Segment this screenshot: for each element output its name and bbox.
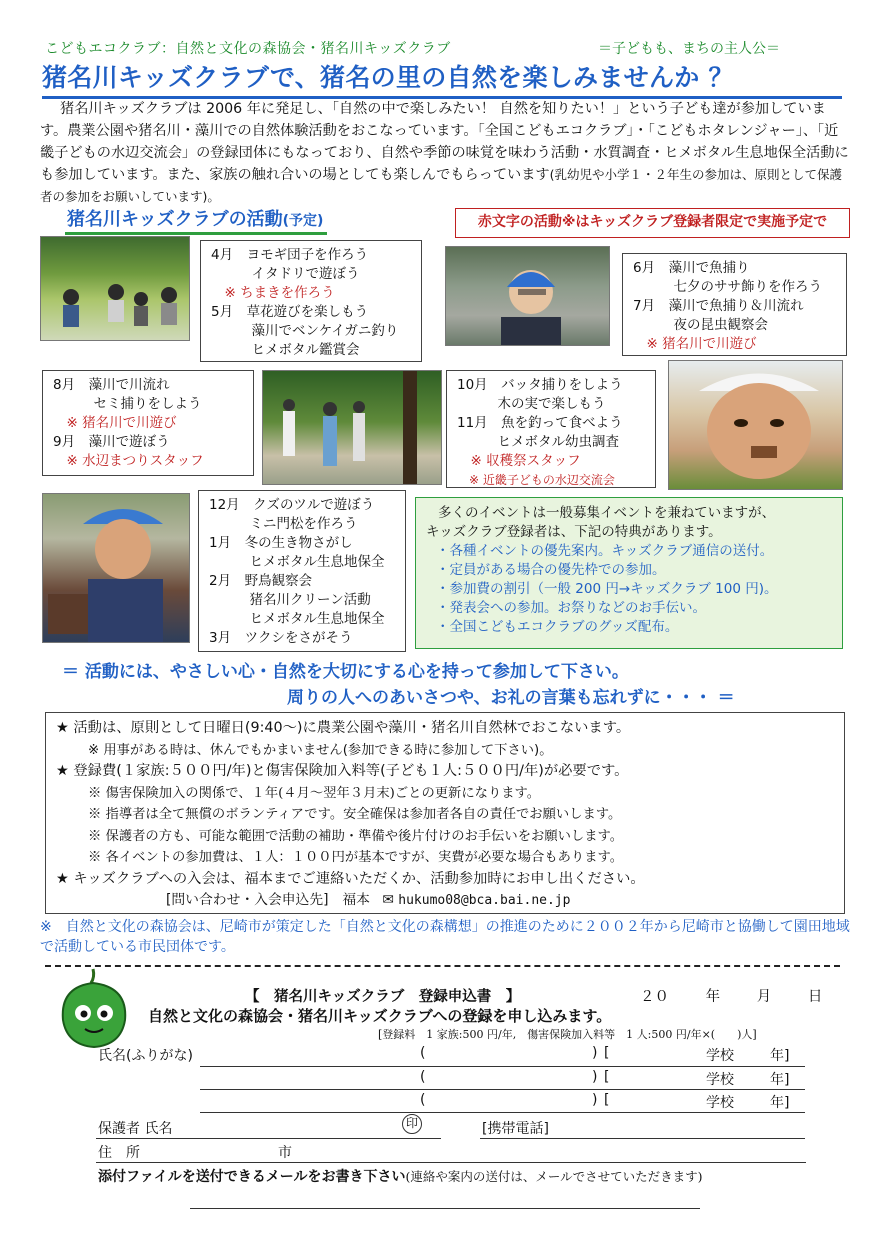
paren-close: ) [592, 1092, 598, 1108]
mascot-leaf-art [53, 965, 135, 1053]
schedule-line: 七夕のササ飾りを作ろう [633, 279, 822, 295]
seal-icon: 印 [402, 1114, 422, 1134]
schedule-line-members-only: ※ 収穫祭スタッフ [457, 453, 581, 469]
city-label: 市 [278, 1145, 292, 1161]
red-activities-note: 赤文字の活動※はキッズクラブ登録者限定で実施予定で [455, 208, 850, 238]
school-label: 学校 [706, 1072, 734, 1088]
schedule-line: 8月 藻川で川流れ [53, 377, 170, 393]
name-field-3[interactable] [200, 1112, 805, 1113]
schedule-line: 3月 ツクシをさがそう [209, 630, 353, 646]
rule-note: ※ 各イベントの参加費は、１人：１００円が基本ですが、実費が必要な場合もあります。 [88, 850, 624, 865]
schedule-jun-jul [622, 253, 847, 356]
schedule-line-members-only: ※ 猪名川で川遊び [633, 336, 757, 352]
schedule-line: ヒメボタル生息地保全 [209, 554, 385, 570]
photo-boy-with-helmet [445, 246, 610, 346]
contact-email[interactable]: hukumo08@bca.bai.ne.jp [398, 893, 571, 908]
schedule-line: 10月 バッタ捕りをしよう [457, 377, 623, 393]
schedule-line: ヒメボタル鑑賞会 [211, 342, 360, 358]
cut-line-divider [45, 965, 840, 967]
address-field[interactable] [96, 1162, 806, 1163]
schedule-dec-mar [198, 490, 406, 652]
form-date [640, 985, 822, 1006]
schedule-line: 木の実で楽しもう [457, 396, 606, 412]
paren-close: ) [592, 1045, 598, 1061]
member-benefits [415, 497, 843, 649]
date-month-label: 月 [756, 989, 772, 1005]
grade-label: 年] [770, 1072, 790, 1088]
rule-note: ※ 用事がある時は、休んでもかまいません(参加できる時に参加して下さい)。 [88, 742, 553, 758]
schedule-line: ヒメボタル幼虫調査 [457, 434, 619, 450]
phone-label: [携帯電話] [482, 1121, 549, 1137]
schedule-line: 12月 クズのツルで遊ぼう [209, 497, 375, 513]
benefit-item: ・各種イベントの優先案内。キッズクラブ通信の送付。 [436, 543, 774, 559]
rule-fees: ★ 登録費(１家族:５００円/年)と傷害保険加入料等(子ども１人:５００円/年)が必要です。 [56, 763, 629, 779]
club-line: こどもエコクラブ：自然と文化の森協会・猪名川キッズクラブ [45, 41, 451, 57]
form-fee-note: [登録料 1 家族:500 円/年, 傷害保険加入料等 1 人:500 円/年×( )人] [378, 1028, 757, 1041]
schedule-line: 夜の昆虫観察会 [633, 317, 768, 333]
slogan: ＝子どもも、まちの主人公＝ [598, 41, 780, 57]
date-year-label: 年 [705, 989, 721, 1005]
benefits-intro-2: キッズクラブ登録者は、下記の特典があります。 [426, 524, 722, 540]
schedule-line-members-only: ※ 猪名川で川遊び [53, 415, 177, 431]
benefit-item: ・参加費の割引（一般 200 円→キッズクラブ 100 円)。 [436, 581, 778, 597]
schedule-line: ヒメボタル生息地保全 [209, 611, 385, 627]
school-label: 学校 [706, 1095, 734, 1111]
schedule-line: イタドリで遊ぼう [211, 266, 360, 282]
email-field[interactable] [190, 1208, 700, 1209]
association-footnote: ※ 自然と文化の森協会は、尼崎市が策定した「自然と文化の森構想」の推進のために２００２年から尼崎市と協働して園田地域で活動している市民団体です。 [40, 919, 850, 955]
mascot-leaf-icon [53, 965, 135, 1053]
rule-note: ※ 保護者の方も、可能な範囲で活動の補助・準備や後片付けのお手伝いをお願いします。 [88, 828, 624, 844]
form-subtitle: 自然と文化の森協会・猪名川キッズクラブへの登録を申し込みます。 [148, 1007, 612, 1025]
schedule-line: 6月 藻川で魚捕り [633, 260, 750, 276]
photo-boy-with-helmet-art [446, 247, 610, 346]
school-label: 学校 [706, 1048, 734, 1064]
paren-open: ( [420, 1069, 426, 1085]
motto-line-1: ＝ 活動には、やさしい心・自然を大切にする心を持って参加して下さい。 [62, 662, 629, 682]
page-title: 猪名川キッズクラブで、猪名の里の自然を楽しみませんか ？ [42, 58, 842, 99]
schedule-line: 藻川でベンケイガニ釣り [211, 323, 399, 339]
schedule-line-members-only: ※ ちまきを作ろう [211, 285, 335, 301]
photo-child-eating-art [669, 361, 843, 490]
schedule-line: 1月 冬の生き物さがし [209, 535, 353, 551]
schedule-line: 2月 野鳥観察会 [209, 573, 313, 589]
rule-join: ★ キッズクラブへの入会は、福本までご連絡いただくか、活動参加時にお申し出ください。 [56, 870, 645, 887]
intro-note: (乳幼児や小学１・２年生の参加は、原則として保護者の参加をお願いしています)。 [40, 167, 843, 204]
motto-line-2: 周りの人へのあいさつや、お礼の言葉も忘れずに・・・ ＝ [287, 688, 735, 708]
schedule-line-members-only: ※ 水辺まつりスタッフ [53, 453, 204, 469]
rule-note: ※ 傷害保険加入の関係で、１年(４月～翌年３月末)ごとの更新になります。 [88, 785, 541, 801]
schedule-line: 9月 藻川で遊ぼう [53, 434, 170, 450]
school-bracket: [ [604, 1045, 610, 1061]
phone-field[interactable] [480, 1138, 805, 1139]
mail-icon: ✉ [382, 892, 394, 908]
school-bracket: [ [604, 1069, 610, 1085]
contact-label: [問い合わせ・入会申込先] 福本 [166, 892, 370, 908]
guardian-name-field[interactable] [96, 1138, 441, 1139]
grade-label: 年] [770, 1048, 790, 1064]
schedule-line: 5月 草花遊びを楽しもう [211, 304, 369, 320]
photo-kids-in-field-art [41, 237, 190, 341]
activities-title [65, 205, 327, 235]
benefits-intro-1: 多くのイベントは一般募集イベントを兼ねていますが、 [438, 505, 776, 521]
schedule-line: 猪名川クリーン活動 [209, 592, 371, 608]
guardian-label: 保護者 氏名 [98, 1121, 173, 1137]
email-label-text: 添付ファイルを送付できるメールをお書き下さい [98, 1169, 406, 1185]
benefit-item: ・発表会への参加。お祭りなどのお手伝い。 [436, 600, 706, 616]
name-label: 氏名(ふりがな) [98, 1048, 193, 1064]
schedule-oct-nov [446, 370, 656, 488]
photo-kids-in-forest [262, 370, 442, 485]
address-label: 住 所 [98, 1145, 140, 1161]
activities-title-main: 猪名川キッズクラブの活動 [67, 209, 283, 230]
paren-open: ( [420, 1045, 426, 1061]
grade-label: 年] [770, 1095, 790, 1111]
email-note: (連絡や案内の送付は、メールでさせていただきます) [405, 1169, 703, 1184]
benefit-item: ・定員がある場合の優先枠での参加。 [436, 562, 666, 578]
schedule-line: ミニ門松を作ろう [209, 516, 358, 532]
intro-paragraph [40, 98, 850, 208]
rules-box [45, 712, 845, 914]
schedule-line: セミ捕りをしよう [53, 396, 202, 412]
schedule-apr-may [200, 240, 422, 362]
photo-child-eating [668, 360, 843, 490]
name-field-1[interactable] [200, 1066, 805, 1067]
form-title: 【 猪名川キッズクラブ 登録申込書 】 [245, 989, 521, 1005]
rule-note: ※ 指導者は全て無償のボランティアです。安全確保は参加者各自の責任でお願いします。 [88, 807, 622, 822]
activities-title-sub: (予定) [282, 213, 324, 229]
rule-schedule: ★ 活動は、原則として日曜日(9:40～)に農業公園や藻川・猪名川自然林でおこないます。 [56, 720, 631, 736]
date-day-label: 日 [807, 989, 823, 1005]
contact-line [56, 890, 834, 912]
photo-girl-at-campfire [42, 493, 190, 643]
email-label [98, 1166, 702, 1186]
paren-close: ) [592, 1069, 598, 1085]
schedule-aug-sep [42, 370, 254, 476]
photo-girl-at-campfire-art [43, 494, 190, 643]
benefit-item: ・全国こどもエコクラブのグッズ配布。 [436, 619, 679, 635]
schedule-line-members-only: ※ 近畿子どもの水辺交流会 [457, 473, 615, 487]
school-bracket: [ [604, 1092, 610, 1108]
photo-kids-in-forest-art [263, 371, 442, 485]
name-field-2[interactable] [200, 1089, 805, 1090]
date-year-prefix: ２０ [640, 989, 669, 1005]
schedule-line: 4月 ヨモギ団子を作ろう [211, 247, 369, 263]
photo-kids-in-field [40, 236, 190, 341]
intro-text: 猪名川キッズクラブは 2006 年に発足し、「自然の中で楽しみたい！ 自然を知りたい！」という子ども達が参加しています。農業公園や猪名川・藻川での自然体験活動をおこなっています。「全国こどもエコクラブ」・「こどもホタレンジャー」、「近畿子どもの水辺交流会」の登録団体にもなっており、自然や季節の味覚を味わう活動・水質調査・ヒメボタル生息地保全活動にも参加しています。また、家族の触れ合いの場としても楽しんでもらっています [40, 101, 849, 183]
schedule-line: 11月 魚を釣って食べよう [457, 415, 623, 431]
paren-open: ( [420, 1092, 426, 1108]
schedule-line: 7月 藻川で魚捕り＆川流れ [633, 298, 804, 314]
